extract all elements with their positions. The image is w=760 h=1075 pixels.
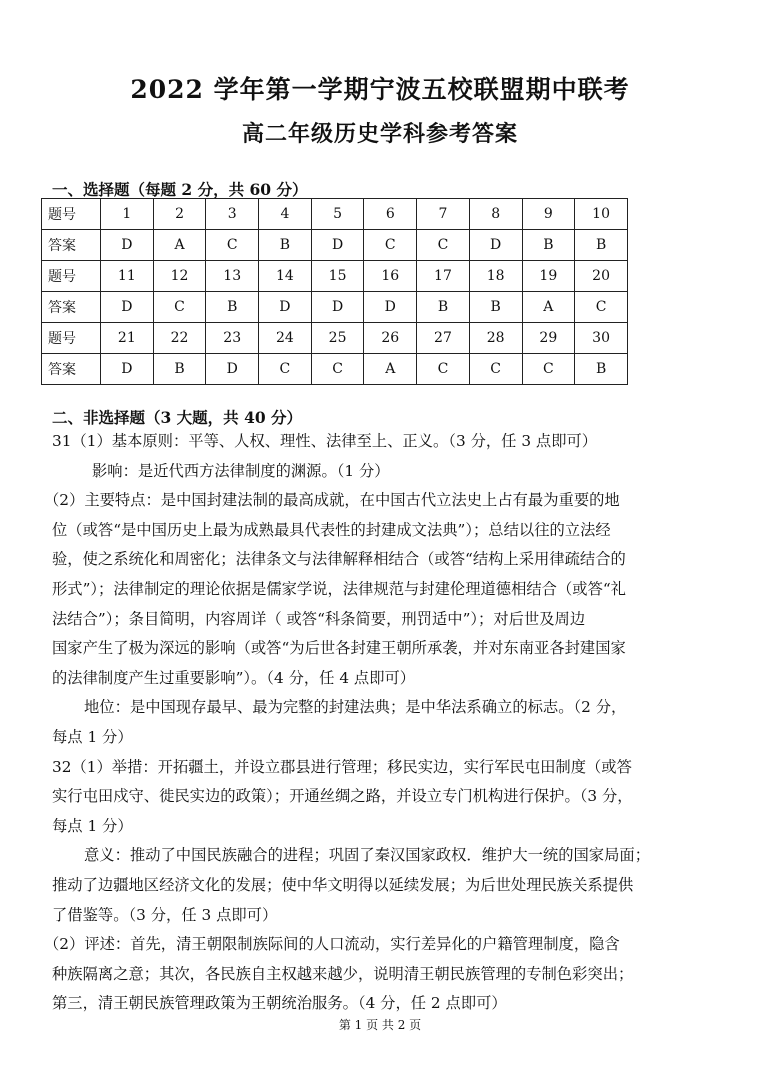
table-cell: A <box>153 230 206 261</box>
table-cell: 5 <box>311 199 364 230</box>
table-cell: B <box>469 292 522 323</box>
answer-table <box>41 198 628 385</box>
text-line: 国家产生了极为深远的影响（或答“为后世各封建王朝所承袭，并对东南亚各封建国家 <box>52 639 626 658</box>
table-cell: C <box>311 354 364 385</box>
table-cell: A <box>364 354 417 385</box>
page-footer: 第 1 页 共 2 页 <box>338 1018 422 1032</box>
table-cell: C <box>417 354 470 385</box>
table-cell: C <box>259 354 312 385</box>
text-line: 法结合”）；条目简明，内容周详（ 或答“科条简要，刑罚适中”）；对后世及周边 <box>52 609 586 628</box>
table-cell: 27 <box>417 323 470 354</box>
table-row <box>42 230 628 261</box>
table-row <box>42 261 628 292</box>
table-cell: 14 <box>259 261 312 292</box>
table-cell: 3 <box>206 199 259 230</box>
text-line: 位（或答“是中国历史上最为成熟最具代表性的封建成文法典”）；总结以往的立法经 <box>52 520 611 539</box>
answer-body <box>44 427 712 1019</box>
table-cell: 30 <box>575 323 628 354</box>
text-line: 32（1）举措：开拓疆土，并设立郡县进行管理；移民实边，实行军民屯田制度（或答 <box>52 757 632 776</box>
table-cell: 21 <box>101 323 154 354</box>
table-cell: 28 <box>469 323 522 354</box>
table-cell: 16 <box>364 261 417 292</box>
table-cell: 17 <box>417 261 470 292</box>
text-line: 31（1）基本原则：平等、人权、理性、法律至上、正义。（3 分，任 3 点即可） <box>52 432 598 450</box>
table-cell: D <box>259 292 312 323</box>
text-line: （2）评述：首先，清王朝限制族际间的人口流动，实行差异化的户籍管理制度，隐含 <box>44 935 620 954</box>
table-cell: D <box>469 230 522 261</box>
table-cell: D <box>311 230 364 261</box>
table-cell: 15 <box>311 261 364 292</box>
table-cell: 8 <box>469 199 522 230</box>
table-cell: D <box>101 230 154 261</box>
table-cell: C <box>206 230 259 261</box>
table-cell: B <box>153 354 206 385</box>
table-cell: 11 <box>101 261 154 292</box>
text-line: 每点 1 分） <box>52 816 133 835</box>
text-line: 实行屯田戍守、徙民实边的政策）；开通丝绸之路，并设立专门机构进行保护。（3 分， <box>52 787 633 806</box>
text-line: 种族隔离之意；其次，各民族自主权越来越少，说明清王朝民族管理的专制色彩突出； <box>52 964 634 983</box>
table-cell: A <box>522 292 575 323</box>
table-cell: 7 <box>417 199 470 230</box>
table-cell: B <box>575 230 628 261</box>
section-heading-nonchoice: 二、非选择题（3 大题，共 40 分） <box>52 408 303 427</box>
text-line: 验，使之系统化和周密化；法律条文与法律解释相结合（或答“结构上采用律疏结合的 <box>52 550 626 569</box>
table-cell: B <box>575 354 628 385</box>
table-cell: 19 <box>522 261 575 292</box>
row-label: 答案 <box>42 354 101 385</box>
table-cell: 13 <box>206 261 259 292</box>
table-cell: 18 <box>469 261 522 292</box>
table-cell: 12 <box>153 261 206 292</box>
text-line: 的法律制度产生过重要影响”）。（4 分，任 4 点即可） <box>52 668 416 687</box>
text-line: 意义：推动了中国民族融合的进程；巩固了秦汉国家政权．维护大一统的国家局面； <box>84 846 650 865</box>
table-cell: 22 <box>153 323 206 354</box>
table-cell: C <box>469 354 522 385</box>
table-cell: C <box>522 354 575 385</box>
page-title: 2022 学年第一学期宁波五校联盟期中联考 <box>130 75 630 104</box>
table-row <box>42 354 628 385</box>
table-cell: B <box>206 292 259 323</box>
table-cell: 29 <box>522 323 575 354</box>
row-label: 答案 <box>42 230 101 261</box>
table-cell: 10 <box>575 199 628 230</box>
table-cell: C <box>153 292 206 323</box>
text-line: 影响：是近代西方法律制度的渊源。（1 分） <box>92 461 390 480</box>
table-cell: D <box>364 292 417 323</box>
text-line: 形式”）；法律制定的理论依据是儒家学说，法律规范与封建伦理道德相结合（或答“礼 <box>52 579 626 598</box>
section-heading-choice: 一、选择题（每题 2 分，共 60 分） <box>52 180 308 199</box>
row-label: 答案 <box>42 292 101 323</box>
text-line: 每点 1 分） <box>52 727 133 746</box>
table-cell: 26 <box>364 323 417 354</box>
text-line: 第三，清王朝民族管理政策为王朝统治服务。（4 分，任 2 点即可） <box>52 994 507 1013</box>
text-line: 了借鉴等。（3 分，任 3 点即可） <box>52 905 278 924</box>
table-row <box>42 199 628 230</box>
table-cell: C <box>417 230 470 261</box>
text-line: 地位：是中国现存最早、最为完整的封建法典；是中华法系确立的标志。（2 分， <box>84 698 627 717</box>
table-cell: B <box>417 292 470 323</box>
table-cell: 23 <box>206 323 259 354</box>
table-cell: 20 <box>575 261 628 292</box>
text-line: 推动了边疆地区经济文化的发展；使中华文明得以延续发展；为后世处理民族关系提供 <box>52 875 634 894</box>
table-cell: D <box>206 354 259 385</box>
table-cell: D <box>311 292 364 323</box>
table-cell: C <box>364 230 417 261</box>
table-row <box>42 292 628 323</box>
table-cell: 4 <box>259 199 312 230</box>
table-cell: C <box>575 292 628 323</box>
table-cell: D <box>101 292 154 323</box>
row-label: 题号 <box>42 199 101 230</box>
table-cell: B <box>259 230 312 261</box>
table-cell: 1 <box>101 199 154 230</box>
table-cell: B <box>522 230 575 261</box>
table-cell: D <box>101 354 154 385</box>
table-row <box>42 323 628 354</box>
page-subtitle: 高二年级历史学科参考答案 <box>241 121 518 147</box>
table-cell: 9 <box>522 199 575 230</box>
row-label: 题号 <box>42 323 101 354</box>
text-line: （2）主要特点：是中国封建法制的最高成就，在中国古代立法史上占有最为重要的地 <box>44 491 620 510</box>
table-cell: 24 <box>259 323 312 354</box>
table-cell: 2 <box>153 199 206 230</box>
table-cell: 6 <box>364 199 417 230</box>
table-cell: 25 <box>311 323 364 354</box>
row-label: 题号 <box>42 261 101 292</box>
